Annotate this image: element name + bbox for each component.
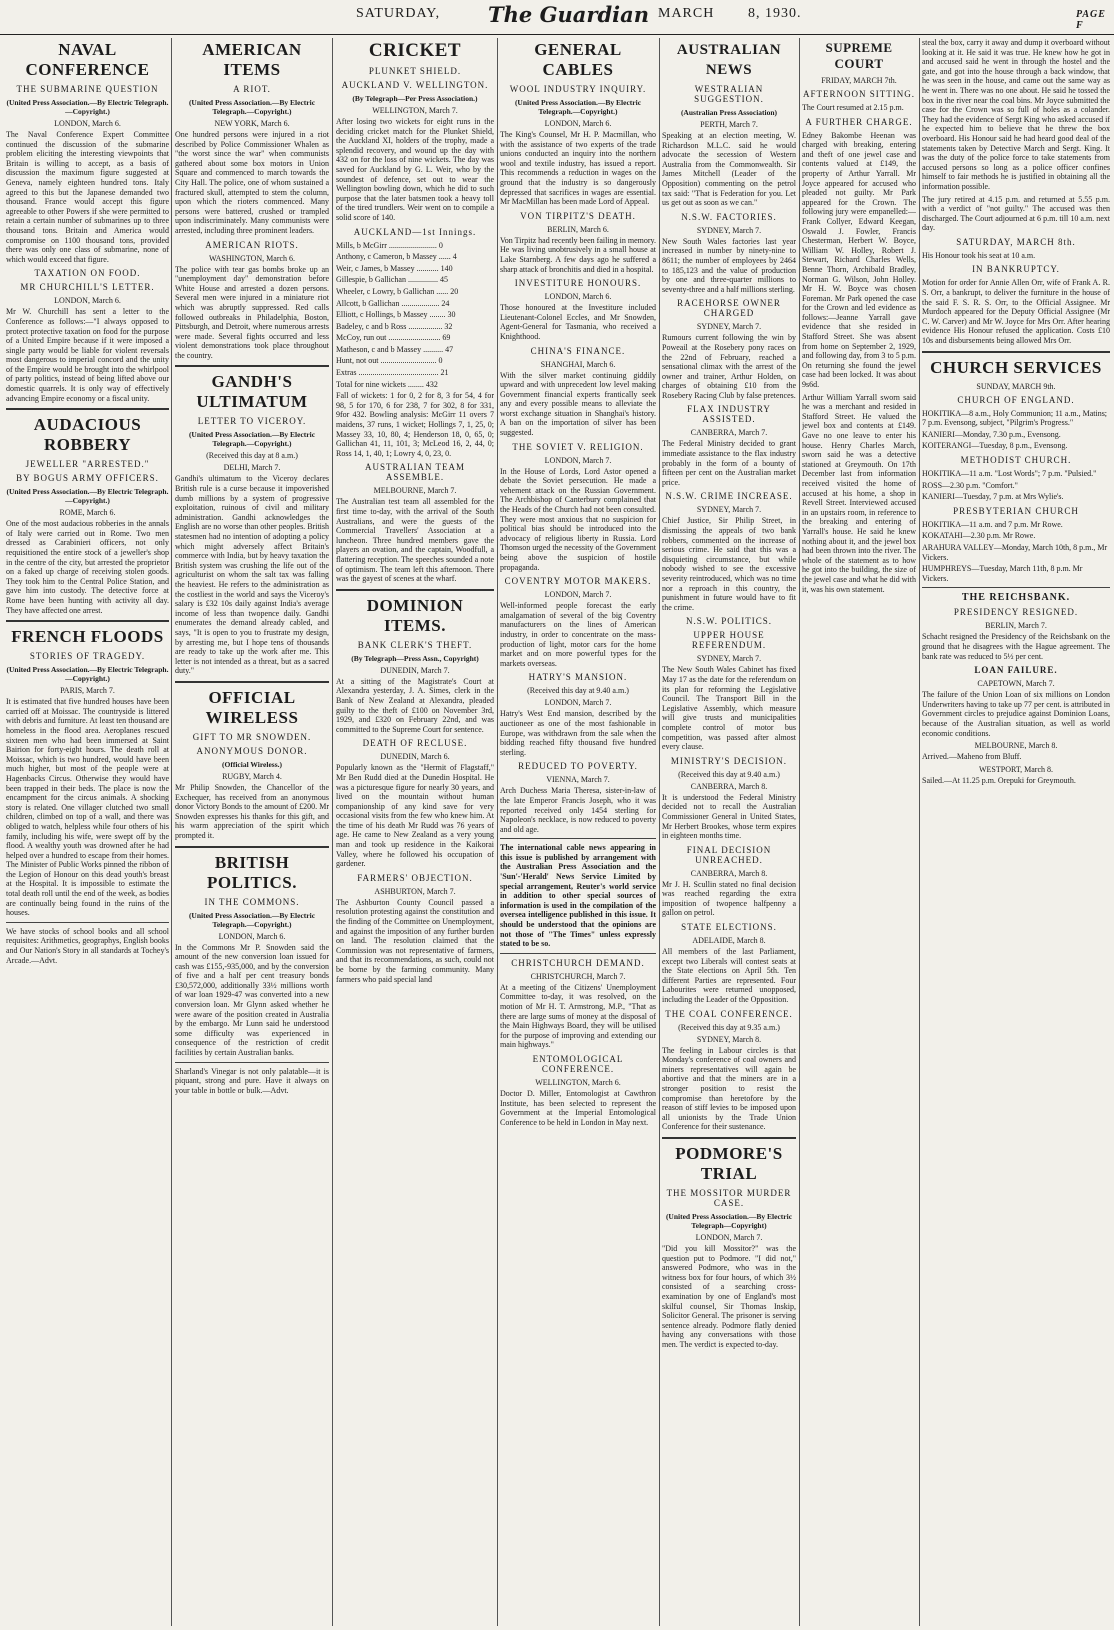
- article-text: The feeling in Labour circles is that Monday's conference of coal owners and miners representatives will again be abortive and that the miners are in a stronger position to resist the compromise than heretofore by the reason of stiff levies to be imposed upon all unionists by the Trade Union Conference for their sustenance.: [662, 1045, 796, 1132]
- divider: [6, 408, 169, 410]
- subhead: BY BOGUS ARMY OFFICERS.: [16, 473, 159, 484]
- received-note: (Received this day at 9.40 a.m.): [527, 686, 629, 696]
- column-rule: [497, 38, 498, 1626]
- column-7: [922, 38, 1110, 1626]
- dateline: ASHBURTON, March 7.: [374, 886, 456, 896]
- divider: [6, 620, 169, 622]
- score-line: Wheeler, c Lowry, b Gallichan ...... 20: [336, 286, 459, 296]
- headline-australian-news: AUSTRALIAN NEWS: [676, 42, 782, 78]
- article-text: Doctor D. Miller, Entomologist at Cawthron Institute, has been selected to represent the Government at the Imperial Entomological Conference to be held in London in May next.: [500, 1088, 656, 1127]
- received-note: (Received this day at 8 a.m.): [206, 451, 298, 461]
- dateline: LONDON, March 6.: [54, 296, 121, 306]
- subhead: MR CHURCHILL'S LETTER.: [20, 282, 155, 293]
- source-line: (United Press Association.—By Electric Telegraph.—Copyright.): [188, 910, 316, 929]
- dateline: LONDON, March 7.: [695, 1232, 763, 1242]
- column-6: [802, 38, 916, 1626]
- article-text: All members of the last Parliament, except two Liberals will contest seats at the State elections on April 5th. Ten different Parties are represented. Four Labourites were returned unopposed, including the Leader of the Opposition.: [662, 947, 796, 1005]
- subhead: BANK CLERK'S THEFT.: [357, 639, 473, 650]
- subhead: CHURCH OF ENGLAND.: [957, 394, 1075, 405]
- subhead: LETTER TO VICEROY.: [197, 416, 307, 427]
- score-line: Extras ........................................ 21: [336, 368, 449, 378]
- service-item: ARAHURA VALLEY—Monday, March 10th, 8 p.m., Mr Vickers.: [922, 542, 1108, 562]
- service-item: HOKITIKA—11 a.m. "Lost Words"; 7 p.m. "Pulsied.": [922, 469, 1097, 478]
- subhead: DEATH OF RECLUSE.: [362, 738, 468, 749]
- dateline: FRIDAY, MARCH 7th.: [821, 76, 897, 85]
- scorecard: [336, 241, 494, 390]
- divider: [175, 365, 329, 367]
- subhead: CHRISTCHURCH DEMAND.: [511, 957, 645, 968]
- dateline: LONDON, March 7.: [544, 455, 612, 465]
- subhead: N.S.W. FACTORIES.: [681, 211, 777, 222]
- score-line: Matheson, c and b Massey .......... 47: [336, 344, 454, 354]
- subhead: A FURTHER CHARGE.: [805, 116, 913, 127]
- headline-american-items: AMERICAN ITEMS: [202, 40, 302, 79]
- headline-cricket: CRICKET: [368, 40, 462, 61]
- headline-general-cables: GENERAL CABLES: [534, 40, 622, 79]
- subhead: THE MOSSITOR MURDER CASE.: [666, 1187, 792, 1208]
- dateline: LONDON, March 6.: [544, 119, 612, 128]
- subhead: ANONYMOUS DONOR.: [196, 745, 308, 756]
- dateline: DELHI, March 7.: [223, 463, 281, 473]
- article-text: With the silver market continuing giddily upward and with unprecedent low level making Government financial experts frantically seek any and every possible means to alleviate the worst exchange situation in Shanghai's history. A ban on the importation of silver has been suggested.: [500, 370, 656, 438]
- subhead: THE COAL CONFERENCE.: [665, 1008, 793, 1019]
- subhead-reichsbank: THE REICHSBANK.: [961, 592, 1071, 604]
- article-text: It is understood the Federal Ministry decided not to recall the Australian Commissioner General in United States, Mr Herbert Brookes, whose term expires in eighteen months time.: [662, 792, 796, 841]
- subhead: AUSTRALIAN TEAM ASSEMBLE.: [364, 462, 466, 483]
- subhead: INVESTITURE HONOURS.: [514, 278, 642, 289]
- subhead: MINISTRY'S DECISION.: [670, 755, 788, 766]
- column-1: [6, 38, 169, 1626]
- article-text: Chief Justice, Sir Philip Street, in dismissing the appeals of two bank robbers, commented on the increase of serious crime. He said that this was a disquieting circumstance, but while nobody wished to see the excessive severity reintroduced, which was no time nor a reproach in this country, the punishment in future would have to fit the crime.: [662, 516, 796, 612]
- article-text: At a sitting of the Magistrate's Court at Alexandra yesterday, J. A. Simes, clerk in the Bank of New Zealand at Alexandra, pleaded guilty to the theft of £100 on November 3rd, 1929, and £320 on February 22nd, and was committed to the Supreme Court for sentence.: [336, 676, 494, 734]
- article-text: The New South Wales Cabinet has fixed May 17 as the date for the referendum on its plan for reforming the Legislative Council. The Transport Bill in the Legislative Assembly, which measure will give trusts and municipalities complete control of motor bus competition, was passed after almost every clause.: [662, 665, 796, 752]
- column-4: [500, 38, 656, 1626]
- score-total: Total for nine wickets ........ 432: [336, 379, 438, 389]
- source-line: (By Telegraph—Per Press Association.): [352, 94, 478, 103]
- dateline: WASHINGTON, March 6.: [208, 253, 296, 263]
- score-line: Mills, b McGirr ........................ 0: [336, 240, 443, 250]
- divider: [662, 1137, 796, 1139]
- score-line: Weir, c James, b Massey ........... 140: [336, 263, 453, 273]
- article-text: Well-informed people forecast the early amalgamation of several of the big Coventry manufacturers on the lines of American industry, in order to concentrate on the mass-production of light, motor cars for the home market and on more powerful types for the markets overseas.: [500, 601, 656, 668]
- source-line: (United Press Association.—By Electric Telegraph.—Copyright.): [6, 487, 169, 506]
- article-text: Arthur William Yarrall sworn said he was a merchant and resided in Stafford Street. He valued the jewel box and contents at £149. Gave no one leave to enter his house. Henry Charles March, sworn said he was a detective stationed at Greymouth. On 17th December last from information received visited the home of accused at his home, a shop in Revell Street. Interviewed accused in an upstairs room, in reference to the breaking and entering of Yarrall's house. He said he knew nothing about it, and the jewel box had been thrown into the river. The whole of the statement as to how he got into the building, the size of the jewel case and what he did with it, was his own statement.: [802, 392, 916, 594]
- headline-dominion-items: DOMINION ITEMS.: [366, 595, 464, 635]
- divider: [500, 953, 656, 954]
- article-text: One hundred persons were injured in a riot described by Police Commissioner Whalen as "the worst since the war" when communists gathered about some box motors in Union Square and commenced to march towards the City Hall. The police, one of whom sustained a fractured skull, attempted to stem the column, upon which the rioters commenced. Many persons were battered, crushed or trampled upon indiscriminately. Many communists were arrested, including three prominent leaders.: [175, 130, 329, 235]
- dateline: MELBOURNE, March 7.: [373, 486, 457, 496]
- article-text: Rumours current following the win by Poweail at the Rosebery pony races on the 22nd of February, reached a sensational climax with the arrest of the owner and trainer, Arthur Holden, on charges of obtaining £10 from the Rosebery Racing Club by false pretences.: [662, 333, 796, 400]
- subhead: AMERICAN RIOTS.: [205, 239, 299, 250]
- cable-notice: The international cable news appearing in this issue is published by arrangement with the Australian Press Association and the 'Sun'-'Herald' News Service Limited by special arrangement, Reuter's world service in addition to other special sources of information is used in the compilation of the oversea intelligence published in this issue. It should be understood that the opinions are not those of "The Times" unless expressly stated to be so.: [500, 843, 656, 949]
- dateline: DUNEDIN, March 6.: [380, 752, 450, 762]
- dateline: SYDNEY, March 7.: [696, 654, 762, 664]
- dateline: DUNEDIN, March 7.: [380, 665, 450, 675]
- dateline: PERTH, March 7.: [700, 120, 758, 129]
- dateline: CHRISTCHURCH, March 7.: [530, 971, 626, 981]
- article-text: Edney Bakombe Heenan was charged with breaking, entering and theft of one jewel case and contents valued at £149, the property of Arthur Yarrall. Mr Joyce appeared for accused who pleaded not guilty. Mr Park appeared for the Crown. The following jury were empanelled:—Frank Collyer, Edward Keegan, Oswald J. Fowler, Francis Chesterman, Herbert W. Boyce, William W. Holley, Robert J. Stewart, Richard Charles Wells, Benne Thorn, Archibald Bradley, Norman G. Wilson, John Holley. Mr H. W. Boyce was chosen Foreman. Mr Park opened the case for the Crown and led evidence as follows:—Jeanne Yarrall gave evidence that she resided in Stafford Street. She was absent from home on September 2, 1929, and following day, from 3 to 5 p.m. On returning she found the jewel case had been locked. It was about 9s6d.: [802, 130, 916, 390]
- article-text: The police with tear gas bombs broke up an "unemployment day" demonstration before White House and arrested a dozen persons. Several men were injured in a miniature riot which was abruptly suppressed. Red calls followed outbreaks in Philadelphia, Boston, Pittsburgh, and Detroit, where numerous arrests were made. Several fights occurred and less violent demonstrations took place throughout the country.: [175, 264, 329, 360]
- dateline: SYDNEY, March 8.: [696, 1034, 762, 1044]
- subhead: IN THE COMMONS.: [204, 896, 300, 907]
- score-line: McCoy, run out .......................... 69: [336, 333, 451, 343]
- headline-audacious-robbery: AUDACIOUS ROBBERY: [33, 415, 142, 455]
- source-line: (United Press Association.—By Electric Telegraph.—Copyright.): [514, 98, 642, 116]
- service-item: HUMPHREYS—Tuesday, March 11th, 8 p.m. Mr Vickers.: [922, 564, 1083, 583]
- article-text: "Did you kill Mossitor?" was the question put to Podmore. "I did not," answered Podmore, who was in the witness box for four hours, of which 3½ consisted of a searching cross-examination by one of England's most skilful counsel, Sir Thomas Inskip, Solicitor General. The prisoner is serving sentence already. Podmore flatly denied having any conversations with those men. The verdict is expected to-day.: [662, 1243, 796, 1349]
- dateline: WELLINGTON, March 6.: [535, 1077, 621, 1087]
- subhead: FINAL DECISION UNREACHED.: [686, 844, 772, 865]
- dateline: SUNDAY, MARCH 9th.: [976, 381, 1056, 391]
- dateline: LONDON, March 6.: [218, 931, 286, 941]
- dateline: ROME, March 6.: [59, 508, 116, 518]
- column-rule: [919, 38, 920, 1626]
- subhead: AFTERNOON SITTING.: [803, 89, 915, 99]
- dateline: CANBERRA, March 8.: [690, 868, 768, 878]
- service-item: ROSS—2.30 p.m. "Comfort.": [922, 480, 1018, 490]
- divider: [175, 846, 329, 848]
- subhead: PRESIDENCY RESIGNED.: [953, 607, 1079, 618]
- headline-gandhi-ultimatum: GANDH'S ULTIMATUM: [196, 372, 308, 412]
- subhead: VON TIRPITZ'S DEATH.: [520, 210, 636, 221]
- service-item: HOKITIKA—11 a.m. and 7 p.m. Mr Rowe.: [922, 519, 1063, 529]
- subhead: REDUCED TO POVERTY.: [518, 761, 638, 772]
- divider: [175, 681, 329, 683]
- article-text: steal the box, carry it away and dump it overboard without looking at it. He said it was true. He knew how he got in and accused said he went in through the hostel and the gate, and got into the house through a back window, that he was seen in the house, and came out the same way as he went in. There was no one about. He said he tossed the box in the river near the coal bins. Mr Joyce submitted the case for the Crown was so full of holes as a colander. They had the evidence of Sergt King who asked accused if he expected him to believe that he threw the box overboard. His Honour said he had heard good deal of the statements taken by Detective March and Sergt. King. It was the duty of the police force to take statements from accused persons so long as a police officer confines himself to fair methods he is justified in obtaining all the information possible.: [922, 38, 1110, 191]
- subhead: UPPER HOUSE REFERENDUM.: [691, 630, 767, 651]
- score-line: Allcott, b Gallichan ................... 24: [336, 298, 450, 308]
- article-text: Mr Philip Snowden, the Chancellor of the Exchequer, has received from an anonymous donor Victory Bonds to the amount of £200. Mr Snowden expresses his thanks for this gift, and his warm appreciation of the spirit which prompted it.: [175, 782, 329, 840]
- headline-french-floods: FRENCH FLOODS: [11, 627, 164, 647]
- dateline: SHANGHAI, March 6.: [540, 359, 616, 369]
- source-line: (United Press Association.—By Electric Telegraph.—Copyright.): [6, 665, 169, 684]
- column-rule: [171, 38, 172, 1626]
- subhead: HATRY'S MANSION.: [528, 672, 628, 683]
- subhead: METHODIST CHURCH.: [960, 455, 1072, 465]
- article-text: After losing two wickets for eight runs in the deciding cricket match for the Plunket Shield, the Auckland XI, holders of the trophy, made a splendid recovery, and wound up the day with 432 on for the loss of nine wickets. The day was saved for Auckland by G. L. Weir, who by the soundest of defence, set out to wear the Wellington bowling down, which he did to such purpose that the later batsmen took a heavy toll of the tired trundlers. Weir went on to compile a solid score of 140.: [336, 117, 494, 222]
- divider: [175, 1062, 329, 1063]
- subhead: WESTRALIAN SUGGESTION.: [694, 84, 764, 104]
- headline-official-wireless: OFFICIAL WIRELESS: [205, 687, 299, 727]
- dateline: WELLINGTON, March 7.: [372, 106, 458, 115]
- article-text: Gandhi's ultimatum to the Viceroy declares British rule is a curse because it impoverished dumb millions by a system of progressive exploitation, ruinous of civil and military administration. Gandhi acknowledges the English are no worse than other peoples. British statesmen had no intention of adopting a policy which might adversely affect Britain's commerce with India, but by heavy taxation the British system was crushing the life out of the agriculturist on whom the salt tax was falling the heaviest. He refers to the administration as the costliest in the world and says the Viceroy's salary is £32 10s daily against India's average income of less than twopence daily. Gandhi enumerates the demand already cabled, and says, "It is open to you to frustrate my design, by arresting me, but I hope tens of thousands are ready to take up the work after me. This letter is not intended as a threat, but as a sacred duty.": [175, 474, 329, 676]
- dateline: PARIS, March 7.: [60, 686, 115, 696]
- divider: [336, 589, 494, 591]
- dateline: LONDON, March 7.: [544, 698, 612, 708]
- dateline: ADELAIDE, March 8.: [692, 936, 766, 946]
- masthead-date: 8, 1930.: [748, 6, 802, 21]
- dateline: NEW YORK, March 6.: [214, 119, 290, 128]
- subhead: SATURDAY, MARCH 8th.: [956, 236, 1076, 247]
- service-item: KOITERANGI—Tuesday, 8 p.m., Evensong.: [922, 441, 1068, 451]
- advertisement-text: Sharland's Vinegar is not only palatable—it is piquant, strong and pure. Have it always on your table in bottle or bulk.—Advt.: [175, 1066, 329, 1095]
- service-item: HOKITIKA—8 a.m., Holy Communion; 11 a.m., Matins; 7 p.m. Evensong, subject, "Pilgrim's Progress.": [922, 408, 1108, 428]
- subhead: FLAX INDUSTRY ASSISTED.: [687, 404, 771, 425]
- headline-church-services: CHURCH SERVICES: [930, 357, 1102, 377]
- article-text: Motion for order for Annie Allen Orr, wife of Frank A. R. S. Orr, a bankrupt, to deliver the furniture in the house of the said F. S. R. S. Orr, to the Official Assignee. Mr Murdoch appeared for the Deputy Official Assignee (Mr C. W. Carver) and Mr W. Joyce for Mrs Orr. After hearing evidence His Honour refused the application. Costs £10 10s and disbursements being allowed Mrs Orr.: [922, 278, 1110, 346]
- subhead: ENTOMOLOGICAL CONFERENCE.: [532, 1053, 624, 1074]
- subhead: CHINA'S FINANCE.: [530, 345, 626, 356]
- source-line: (United Press Association.—By Electric Telegraph.—Copyright.): [188, 430, 316, 449]
- article-text: The King's Counsel, Mr H. P. Macmillan, who with the assistance of two experts of the trade unions conducted an inquiry into the northern wool and textile industry, has issued a report. This recommends a reduction in wages on the ground that the industry is so dangerously depressed that sacrifices in wages are essential. Mr MacMillan has been made Lord of Appeal.: [500, 130, 656, 207]
- advertisement-text: We have stocks of school books and all school requisites: Arithmetics, geographys, English books and Our Nation's Story in all standards at Tochey's Arcade.—Advt.: [6, 926, 169, 965]
- masthead: [0, 0, 1114, 35]
- subhead: STATE ELECTIONS.: [681, 922, 777, 933]
- subhead: THE SUBMARINE QUESTION: [16, 84, 159, 94]
- article-text: Those honoured at the Investiture included Lieutenant-Colonel Eccles, and Mr Snowden, Agent-General for Tasmania, who received a Knighthood.: [500, 303, 656, 341]
- source-line: (United Press Association.—By Electric Telegraph.—Copyright.): [188, 98, 316, 116]
- article-text: In the Commons Mr P. Snowden said the amount of the new conversion loan issued for cash was £155,-935,000, and by the conversion of five and a half per cent treasury bonds £30,572,000, additionally 33½ millions worth of war loan 1929-47 was converted into a new conversion loan. Mr Glynn asked whether he were aware of the position created in Australia by the embargo. Mr Lunn said he understood some difficulty was experienced in consequence of the restriction of credit facilities by certain Australian banks.: [175, 942, 329, 1058]
- headline-british-politics: BRITISH POLITICS.: [207, 852, 297, 892]
- article-text: Speaking at an election meeting, W. Richardson M.L.C. said he would advocate the secession of Western Australia from the Commonwealth. Sir James Mitchell (Leader of the Opposition) commenting on the petrol tax said: "That is Federation for you. Let us get out as soon as we can.": [662, 131, 796, 208]
- subhead: FARMERS' OBJECTION.: [357, 872, 473, 883]
- subhead: GIFT TO MR SNOWDEN.: [192, 731, 312, 742]
- article-text: Arch Duchess Maria Theresa, sister-in-law of the late Emperor Francis Joseph, who it was reported received only 1454 sterling for Napoleon's necklace, is now reduced to poverty and old age.: [500, 786, 656, 834]
- subhead: WOOL INDUSTRY INQUIRY.: [509, 84, 647, 94]
- subhead: THE SOVIET V. RELIGION.: [512, 441, 644, 452]
- masthead-day: SATURDAY,: [356, 6, 441, 21]
- dateline: RUGBY, March 4.: [222, 771, 282, 781]
- article-text: His Honour took his seat at 10 a.m.: [922, 250, 1036, 260]
- subhead: STORIES OF TRAGEDY.: [29, 651, 146, 662]
- subhead: A RIOT.: [233, 84, 271, 94]
- subhead: N.S.W. POLITICS.: [686, 616, 772, 627]
- dateline: SYDNEY, March 7.: [696, 505, 762, 515]
- divider: [922, 351, 1110, 353]
- service-item: KANIERI—Monday, 7.30 p.m., Evensong.: [922, 429, 1061, 439]
- article-text: The Naval Conference Expert Committee continued the discussion of the submarine problem eliciting the interesting viewpoints that Britain is willing to accept, as a basis of discussion the maximum figure suggested at Geneva, namely eighteen hundred tons. Italy agreed to this but the Japanese demanded two thousand. France would accept this figure agreeable to other Powers if she were permitted to retain a certain number of submarines up to three thousand tons. Britain and America would compromise on 1100 thousand tons, provided there was only one class of submarine, none of which would exceed that figure.: [6, 130, 169, 264]
- column-rule: [332, 38, 333, 1626]
- score-line: Badeley, c and b Ross ................. 32: [336, 321, 453, 331]
- received-note: (Received this day at 9.40 a.m.): [678, 769, 780, 779]
- source-line: (Official Wireless.): [222, 759, 282, 769]
- subhead: PRESBYTERIAN CHURCH: [953, 505, 1079, 516]
- column-rule: [659, 38, 660, 1626]
- article-text: Arrived.—Maheno from Bluff.: [922, 752, 1022, 762]
- scorecard-title: AUCKLAND—1st Innings.: [353, 226, 477, 237]
- dateline: MELBOURNE, March 8.: [974, 741, 1058, 751]
- dateline: CANBERRA, March 7.: [690, 428, 768, 438]
- article-text: The Australian test team all assembled for the first time to-day, with the arrival of the South Australians, and were the guests of the Commercial Travellers' Association at a luncheon. Three hundred members gave the players an ovation, and the captain, Woodfull, a flattering reception. The speeches sounded a note of optimism. The team left this afternoon. There was the gayest of scenes at the wharf.: [336, 497, 494, 584]
- subhead: IN BANKRUPTCY.: [972, 264, 1060, 275]
- column-3: [336, 38, 494, 1626]
- subhead: AUCKLAND V. WELLINGTON.: [341, 80, 489, 90]
- divider: [500, 838, 656, 839]
- article-text: The jury retired at 4.15 p.m. and returned at 5.55 p.m. with a verdict of "not guilty." The accused was then discharged. The Court adjourned at 6 p.m. till 10 a.m. next day.: [922, 194, 1110, 233]
- headline-naval-conference: NAVAL CONFERENCE: [25, 40, 150, 79]
- article-text: At a meeting of the Citizens' Unemployment Committee to-day, it was resolved, on the motion of Mr H. T. Armstrong, M.P., "That as there are large sums of money at the disposal of the Main Highways Board, they will be utilised for the purpose of improving and extending our main highways.": [500, 982, 656, 1050]
- dateline: BERLIN, March 7.: [985, 621, 1047, 631]
- dateline: LONDON, March 7.: [544, 590, 612, 600]
- article-text: Popularly known as the "Hermit of Flagstaff," Mr Ben Rudd died at the Dunedin Hospital. He was a picturesque figure for nearly 30 years, and lived on the mountain without human companionship of any kind save for very occasional visits from the few who knew him. At the time of his death Mr Rudd was 76 years of age. He came to New Zealand as a very young man and took up residence in the Kaikorai Valley, where he followed his occupation of gardener.: [336, 763, 494, 869]
- divider: [6, 922, 169, 923]
- score-line: Elliott, c Hollings, b Massey ........ 30: [336, 310, 456, 320]
- dateline: VIENNA, March 7.: [546, 775, 610, 785]
- article-text: Mr J. H. Scullin stated no final decision was reached regarding the extra imposition of twopence halfpenny a gallon on petrol.: [662, 879, 796, 918]
- article-text: Von Tirpitz had recently been failing in memory. He was living unobtrusively in a small house at Lake Starnberg. A few days ago he suffered a sharp attack of bronchitis and died in a hospital.: [500, 235, 656, 274]
- dateline: CAPETOWN, March 7.: [977, 679, 1055, 689]
- article-text: One of the most audacious robberies in the annals of Italy were carried out in Rome. Two men dressed as Carabinieri officers, not only requisitioned the entire stock of a jeweller's shop in the centre of the city, but arrested the proprietor on a faked up charge of receiving stolen goods. They took him to the Central Police Station, and gave him into custody. The detective force at Rome have been hunting with activity all day. They have affected one arrest.: [6, 519, 169, 615]
- subhead: COVENTRY MOTOR MAKERS.: [504, 576, 652, 587]
- headline-podmore-trial: PODMORE'S TRIAL: [675, 1143, 783, 1183]
- subhead: N.S.W. CRIME INCREASE.: [665, 491, 793, 502]
- article-text: New South Wales factories last year increased in number by ninety-nine to 8611; the number of employees by 2464 to 185,123 and the value of production by one and three-quarter millions to seventy-three and a half millions sterling.: [662, 236, 796, 294]
- score-line: Gillespie, b Gallichan ............... 45: [336, 275, 448, 285]
- subhead: JEWELLER "ARRESTED.": [25, 459, 150, 470]
- score-line: Anthony, c Cameron, b Massey ...... 4: [336, 252, 457, 262]
- subhead-loan-failure: LOAN FAILURE.: [974, 665, 1058, 676]
- article-text: Mr W. Churchill has sent a letter to the Conference as follows:—"I always opposed to protect protective taxation on food for the purpose of a United Empire because if it were imposed a single party would be liable for violent reversals most dangerous to imperial concord and the unity of the Empire would be brought into the whirlpool of party politics, instead of being lifted above our domestic quarrels. It is only way of effectively advancing Empire economy or a fiscal unity.: [6, 307, 169, 403]
- masthead-page: PAGE F: [1076, 9, 1106, 31]
- dateline: SYDNEY, March 7.: [696, 225, 762, 235]
- column-rule: [799, 38, 800, 1626]
- score-line: Hunt, not out ............................ 0: [336, 356, 443, 366]
- subhead: RACEHORSE OWNER CHARGED: [677, 298, 781, 319]
- divider: [922, 587, 1110, 588]
- column-5: [662, 38, 796, 1626]
- source-line: (By Telegraph—Press Assn., Copyright): [351, 653, 479, 663]
- article-text: Schacht resigned the Presidency of the Reichsbank on the ground that he disagrees with the Hague agreement. The bank rate was reduced to 5½ per cent.: [922, 632, 1110, 661]
- article-text: In the House of Lords, Lord Astor opened a debate the Soviet persecution. He made a vehement attack on the Russian Government. The Archbishop of Canterbury complained that the Heads of the Church had not been consulted. They were most anxious that no suspicion for political bias should be introduced into the advocacy of religious liberty in Russia. Lord Thomson urged the necessity of the Government being above the suspicion of hostile propaganda.: [500, 466, 656, 572]
- source-line: (United Press Association.—By Electric Telegraph—Copyright): [665, 1211, 793, 1230]
- dateline: LONDON, March 6.: [544, 292, 612, 302]
- article-text: It is estimated that five hundred houses have been carried off at Moissac. The countryside is littered with debris and furniture. At least ten thousand are homeless in the flood area. Aeroplanes rescued sixteen men who had been immersed at Saint Bairion for forty-eight hours. The death roll at Moissac, which is two hundred, would have been much higher, but most of the people were at Hagenbacks Circus. Otherwise they would have been trapped in their beds. The place is now the encampment for the circus animals. A shocking story is related. One villager clutched two small children, climbed on top of a wall, and there was obliged to watch, helpless while four others of his family, including his wife, were swept off by the flood. A wealthy youth was drowned after he had helped over a hundred to escape from their homes. The Minister of Public Works pinned the ribbon of the Legion of Honour on this dead youth's breast at the Hospital. It is impossible to estimate the total death roll until the end of the week, as bodies are continually being found in the ruins of the houses.: [6, 697, 169, 918]
- article-text: The Court resumed at 2.15 p.m.: [802, 103, 904, 112]
- article-text: Hatry's West End mansion, described by the auctioneer as one of the most fashionable in Europe, was withdrawn from the sale when the bidding reached fifty thousand five hundred sterling.: [500, 709, 656, 757]
- service-item: KOKATAHI—2.30 p.m. Mr Rowe.: [922, 531, 1036, 541]
- column-2: [175, 38, 329, 1626]
- article-text: The Ashburton County Council passed a resolution protesting against the constitution and the finding of the Committee on Unemployment, and against the imposition of any further burden on land. The resolution claimed that the Commission was not representative of farmers, and that its recommendations, as such, could not be borne by the farming community. Many farmers who paid special land: [336, 897, 494, 984]
- dateline: SYDNEY, March 7.: [696, 322, 762, 332]
- article-text: The failure of the Union Loan of six millions on London Underwriters having to take up 77 per cent. is attributed in Government circles to prejudice against Dominion Loans, because of the Australian situation, as well as world economic conditions.: [922, 690, 1110, 738]
- subhead: TAXATION ON FOOD.: [34, 268, 141, 279]
- dateline: LONDON, March 6.: [54, 119, 121, 128]
- service-item: KANIERI—Tuesday, 7 p.m. at Mrs Wylie's.: [922, 492, 1064, 502]
- received-note: (Received this day at 9.35 a.m.): [678, 1022, 780, 1032]
- article-text: Sailed.—At 11.25 p.m. Orepuki for Greymouth.: [922, 775, 1076, 785]
- masthead-title: The Guardian: [488, 2, 649, 27]
- dateline: WESTPORT, March 8.: [978, 764, 1054, 774]
- article-text: Fall of wickets: 1 for 0, 2 for 8, 3 for 54, 4 for 98, 5 for 170, 6 for 238, 7 for 302, 8 for 331, 9for 432. Bowling analysis: McGirr 11 overs 7 maidens, 37 runs, 1 wicket; Hollings 7, 1, 25, 0; Massey 33, 10, 80, 4; Henderson 18, 0, 65, 0; Gallichan 41, 11, 101, 3; McLeod 16, 2, 44, 0; Ross 14, 1, 40, 1; Lowry 4, 0, 23, 0.: [336, 391, 494, 458]
- subhead: PLUNKET SHIELD.: [368, 66, 462, 76]
- source-line: (Australian Press Association): [680, 108, 778, 117]
- headline-supreme-court: SUPREME COURT: [825, 40, 893, 71]
- article-text: The Federal Ministry decided to grant immediate assistance to the flax industry probably in the form of a bounty of fifteen per cent on the Australian market price.: [662, 439, 796, 487]
- dateline: BERLIN, March 6.: [547, 224, 609, 234]
- dateline: CANBERRA, March 8.: [690, 781, 768, 791]
- source-line: (United Press Association.—By Electric Telegraph.—Copyright.): [6, 98, 169, 116]
- masthead-month: MARCH: [658, 6, 715, 21]
